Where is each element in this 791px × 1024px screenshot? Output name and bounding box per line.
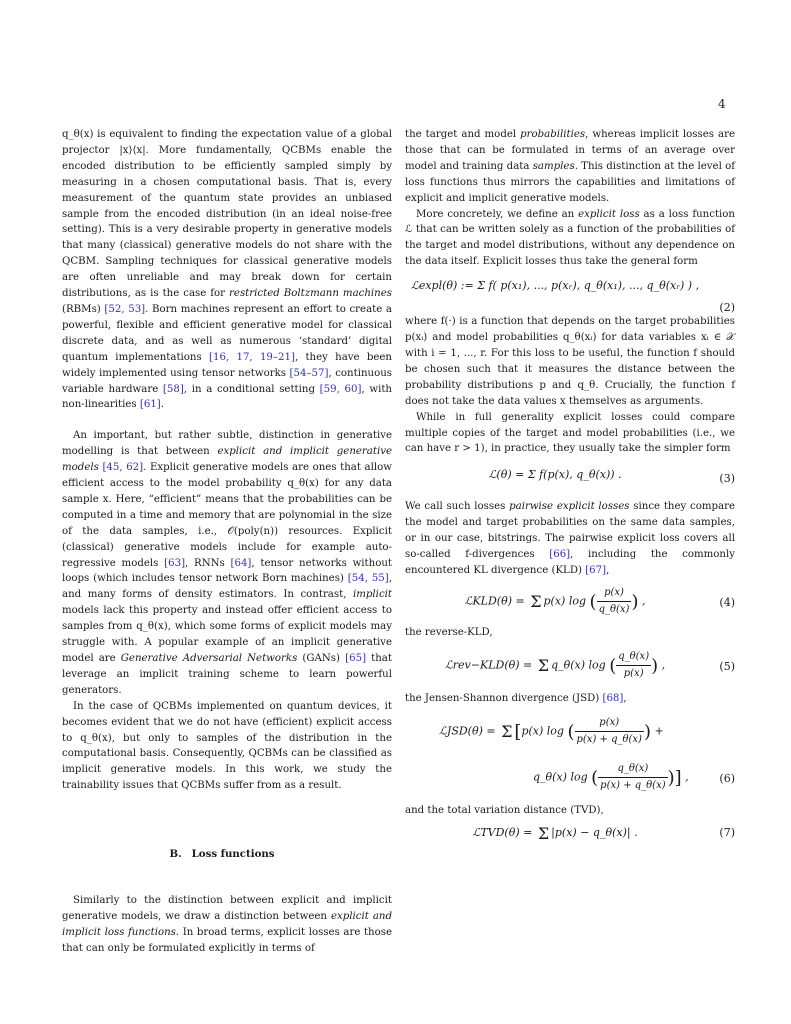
- equation-7: ℒTVD(θ) = Σ |p(x) − q_θ(x)| . (7): [472, 823, 735, 843]
- paragraph: the target and model probabilities, whereas implicit losses are those that can be formulated in terms of an average over model and training data samples. This distinction at the level of loss functions thus mirrors the capabilities and limitations of explicit and implicit generative models.: [405, 129, 735, 204]
- citation[interactable]: [63]: [164, 557, 186, 569]
- citation[interactable]: [66]: [549, 549, 571, 561]
- text-line: and the total variation distance (TVD),: [405, 804, 604, 816]
- paragraph: We call such losses pairwise explicit losses since they compare the model and target probabilities on the same data samples, or in our case, bitstrings. The pairwise explicit loss covers all so-called f-divergences [66], including the commonly encountered KL divergence (KLD) [67],: [405, 501, 735, 576]
- paragraph: In the case of QCBMs implemented on quantum devices, it becomes evident that we do not have (efficient) explicit access to q_θ(x), but only to samples of the distribution in the computational basis. Consequently, QCBMs can be classified as implicit generative models. In this work, we study the trainability issues that QCBMs suffer from as a result.: [62, 700, 392, 792]
- paragraph: q_θ(x) is equivalent to finding the expectation value of a global projector |x⟩⟨x|. More fundamentally, QCBMs enable the encoded distribution to be efficiently sampled simply by measuring in a chosen computational basis. That is, every measurement of the quantum state provides an unbiased sample from the encoded distribution (in an ideal noise-free setting). This is a very desirable property in generative models that many (classical) generative models do not share with the QCBM. Sampling techniques for classical generative models are often unreliable and may break down for certain distributions, as is the case for restricted Boltzmann machines (RBMs) [52, 53]. Born machines represent an effort to create a powerful, flexible and efficient generative model for classical discrete data, and as well as numerous ‘standard’ digital quantum implementations [16, 17, 19–21], they have been widely implemented using tensor networks [54–57], continuous variable hardware [58], in a conditional setting [59, 60], with non-linearities [61].: [62, 129, 392, 411]
- citation[interactable]: [58]: [162, 383, 184, 395]
- paragraph: where f(·) is a function that depends on the target probabilities p(xᵢ) and model probabilities q_θ(xᵢ) for data variables xᵢ ∈ 𝒳 with i = 1, ..., r. For this loss to be useful, the function f should be chosen such that it measures the distance between the probability distributions p and q_θ. Crucially, the function f does not take the data values x themselves as arguments.: [405, 316, 735, 407]
- citation[interactable]: [52, 53]: [104, 303, 146, 315]
- citation[interactable]: [64]: [230, 557, 252, 569]
- right-column: [405, 127, 735, 855]
- equation-3: ℒ(θ) = Σ f(p(x), q_θ(x)) . (3): [488, 468, 735, 486]
- citation[interactable]: [67]: [585, 564, 607, 576]
- equation-5: ℒrev−KLD(θ) = Σ q_θ(x) log ( $\frac{q\_\theta(x)}{p(x)}$ ) , (5): [444, 650, 735, 679]
- equation-6: ℒJSD(θ) = Σ [p(x) log ( $\frac{p(x)}{p(x) + q\_\theta(x)}$ ) + q_θ(x) log ( $\frac{q\_\theta(x)}{p(x) + q\_\theta(x)}$ )] , (6): [439, 716, 735, 791]
- equation-2: ℒexpl(θ) := Σ f( p(x₁), ..., p(xᵣ), q_θ(x₁), ..., q_θ(xᵣ) ) , (2): [410, 279, 735, 315]
- page-number: 4: [718, 97, 726, 111]
- text-line: the Jensen-Shannon divergence (JSD) [68],: [405, 692, 627, 704]
- section-heading: B. Loss functions: [169, 848, 275, 861]
- text-line: the reverse-KLD,: [405, 626, 493, 638]
- paragraph: While in full generality explicit losses could compare multiple copies of the target and model probabilities (i.e., we can have r > 1), in practice, they usually take the simpler form: [405, 411, 735, 455]
- citation[interactable]: [59, 60]: [319, 383, 362, 395]
- citation[interactable]: [65]: [345, 653, 367, 664]
- citation[interactable]: [68]: [602, 692, 624, 704]
- paragraph: Similarly to the distinction between explicit and implicit generative models, we draw a distinction between explicit and implicit loss functions. In broad terms, explicit losses are those that can only be formulated explicitly in terms of: [62, 895, 392, 954]
- paragraph: More concretely, we define an explicit loss as a loss function ℒ that can be written solely as a function of the probabilities of the target and model distributions, without any dependence on the data itself. Explicit losses thus take the general form: [405, 208, 735, 268]
- citation[interactable]: [16, 17, 19–21]: [209, 351, 295, 363]
- citation[interactable]: [54–57]: [289, 367, 329, 379]
- left-column: [62, 127, 392, 957]
- citation[interactable]: [45, 62]: [102, 462, 144, 474]
- paragraph: An important, but rather subtle, distinction in generative modelling is that between explicit and implicit generative models [45, 62]. Explicit generative models are ones that allow efficient access to the model probability q_θ(x) for any data sample x. Here, “efficient” means that the probabilities can be computed in a time and memory that are polynomial in the size of the data samples, i.e., 𝒪(poly(n)) resources. Explicit (classical) generative models include for example auto-regressive models [63], RNNs [64], tensor networks without loops (which includes tensor network Born machines) [54, 55], and many forms of density estimators. In contrast, implicit models lack this property and instead offer efficient access to samples from q_θ(x), which some forms of explicit models may struggle with. A popular example of an implicit generative model are Generative Adversarial Networks (GANs) [65] that leverage an implicit training scheme to learn powerful generators.: [62, 430, 392, 696]
- citation[interactable]: [54, 55]: [347, 573, 389, 585]
- equation-4: ℒKLD(θ) = Σ p(x) log ( $\frac{p(x)}{q\_\theta(x)}$ ) , (4): [464, 586, 735, 615]
- citation[interactable]: [61]: [139, 399, 161, 411]
